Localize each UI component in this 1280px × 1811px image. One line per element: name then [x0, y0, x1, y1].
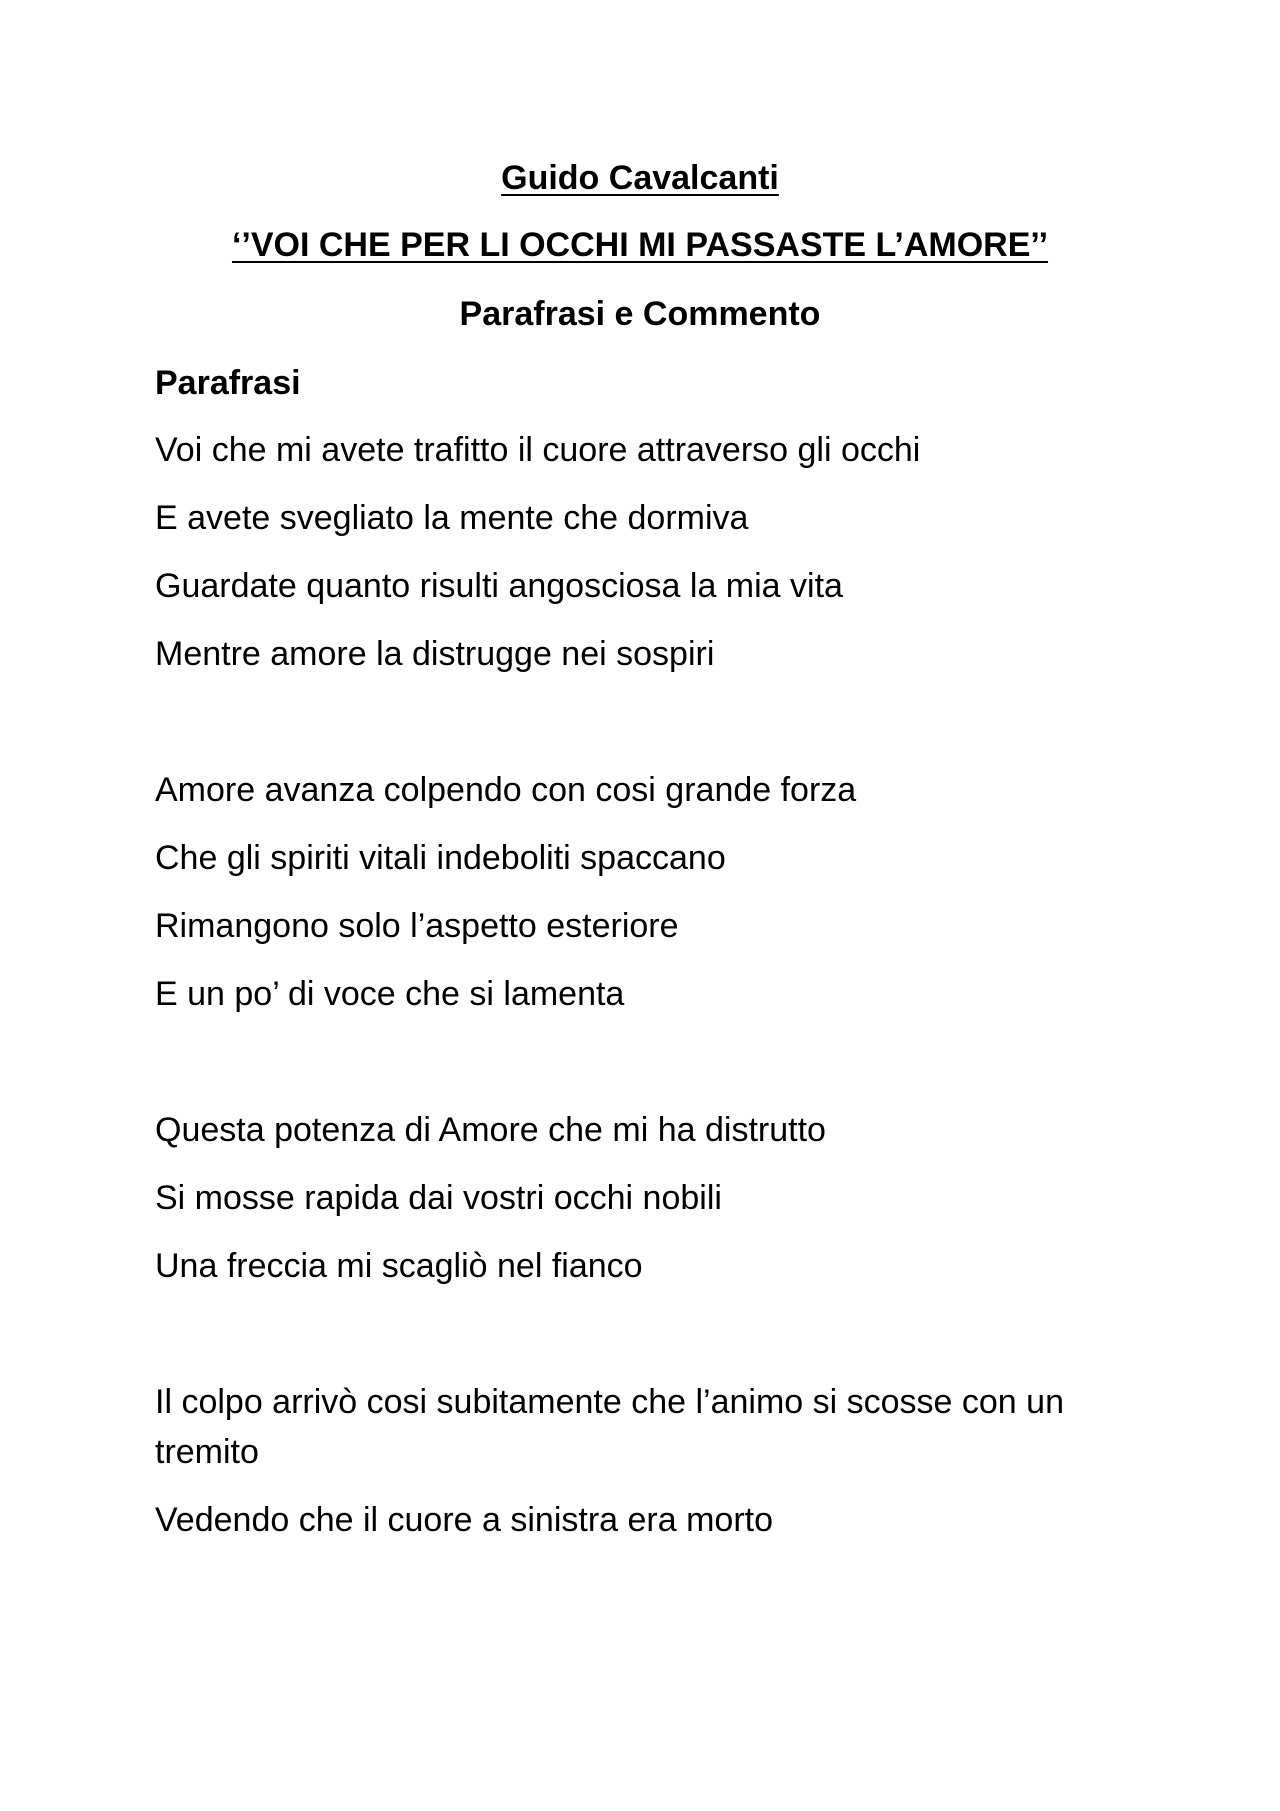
author-heading: Guido Cavalcanti — [501, 159, 779, 197]
stanza-1-line-2: E avete svegliato la mente che dormiva — [155, 499, 749, 537]
stanza-3-line-1: Questa potenza di Amore che mi ha distrutto — [155, 1111, 826, 1149]
stanza-2-line-2: Che gli spiriti vitali indeboliti spaccano — [155, 839, 726, 877]
stanza-3-line-2: Si mosse rapida dai vostri occhi nobili — [155, 1179, 722, 1217]
stanza-2-line-3: Rimangono solo l’aspetto esteriore — [155, 907, 679, 945]
section-heading: Parafrasi — [155, 364, 301, 402]
stanza-1-line-4: Mentre amore la distrugge nei sospiri — [155, 635, 715, 673]
stanza-2-line-4: E un po’ di voce che si lamenta — [155, 975, 625, 1013]
poem-title: ‘’VOI CHE PER LI OCCHI MI PASSASTE L’AMORE’’ — [231, 226, 1049, 264]
stanza-4-line-1: Il colpo arrivò cosi subitamente che l’animo si scosse con un tremito — [155, 1383, 1064, 1471]
stanza-3-line-3: Una freccia mi scagliò nel fianco — [155, 1247, 643, 1285]
stanza-1-line-3: Guardate quanto risulti angosciosa la mia vita — [155, 567, 843, 605]
stanza-1-line-1: Voi che mi avete trafitto il cuore attraverso gli occhi — [155, 431, 921, 469]
stanza-4-line-2: Vedendo che il cuore a sinistra era morto — [155, 1501, 774, 1539]
stanza-2-line-1: Amore avanza colpendo con cosi grande forza — [155, 771, 857, 809]
document-subtitle: Parafrasi e Commento — [459, 295, 821, 333]
